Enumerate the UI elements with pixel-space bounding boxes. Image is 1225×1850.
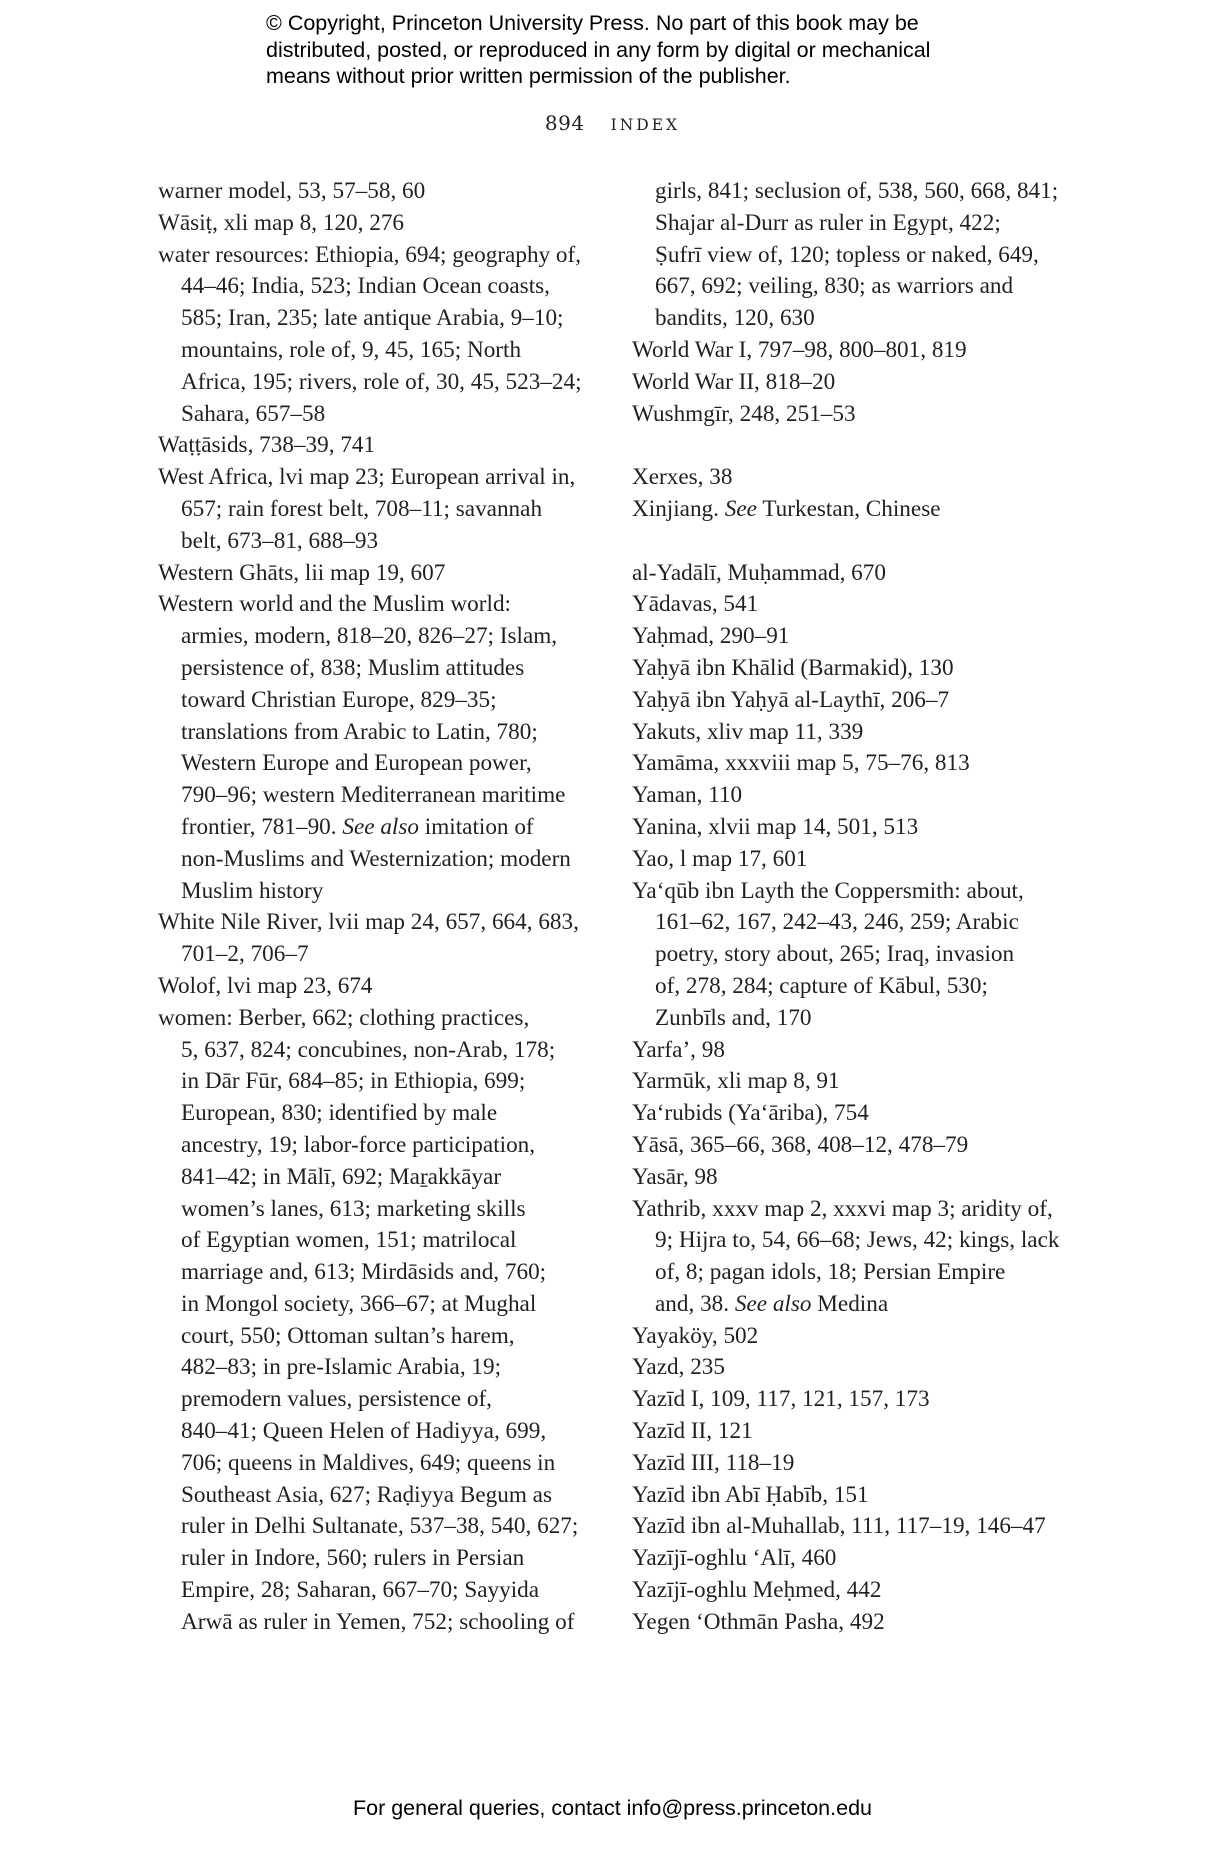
copyright-line: distributed, posted, or reproduced in any form by digital or mechanical [266, 37, 931, 62]
index-entry [632, 1607, 1072, 1639]
index-entry-heading: Yaman, 110 [632, 782, 743, 809]
running-head [0, 110, 1225, 138]
index-entry [632, 367, 1072, 399]
index-entry-line: Empire, 28; Saharan, 667–70; Sayyida [181, 1577, 540, 1604]
index-entry-heading: Yanina, xlvii map 14, 501, 513 [632, 813, 919, 840]
index-entry-line: mountains, role of, 9, 45, 165; North [181, 336, 522, 363]
index-entry-line: persistence of, 838; Muslim attitudes [181, 654, 525, 681]
index-entry-heading: Yaḥyā ibn Yaḥyā al-Laythī, 206–7 [632, 686, 950, 713]
index-entry [632, 1384, 1072, 1416]
index-entry-line: in Mongol society, 366–67; at Mughal [181, 1290, 537, 1317]
index-entry [632, 717, 1072, 749]
index-entry-line: in Dār Fūr, 684–85; in Ethiopia, 699; [181, 1068, 526, 1095]
index-entry [158, 589, 588, 907]
index-entry-heading: Yazījī-oghlu Meḥmed, 442 [632, 1577, 882, 1604]
index-entry [632, 1066, 1072, 1098]
index-entry [158, 176, 588, 208]
index-entry-line: armies, modern, 818–20, 826–27; Islam, [181, 623, 558, 650]
copyright-line: © Copyright, Princeton University Press. No part of this book may be [266, 11, 919, 35]
index-entry-heading: Yaḥmad, 290–91 [632, 623, 790, 650]
section-title: INDEX [610, 116, 681, 134]
index-entry-line: 585; Iran, 235; late antique Arabia, 9–10; [181, 305, 564, 332]
index-entry-heading: Ya‘qūb ibn Layth the Coppersmith: about, [632, 877, 1024, 904]
index-entry [632, 812, 1072, 844]
index-entry-heading: Wāsiṭ, xli map 8, 120, 276 [158, 209, 405, 236]
index-entry [158, 462, 588, 557]
index-entry-heading: warner model, 53, 57–58, 60 [158, 178, 426, 204]
index-entry [632, 1162, 1072, 1194]
index-entry-line: non-Muslims and Westernization; modern [181, 845, 571, 872]
index-entry [632, 335, 1072, 367]
index-group-w [632, 335, 1072, 430]
index-entry-line: 657; rain forest belt, 708–11; savannah [181, 495, 543, 522]
index-entry-heading: Waṭṭāsids, 738–39, 741 [158, 432, 376, 459]
index-entry [632, 748, 1072, 780]
index-entry-line: marriage and, 613; Mirdāsids and, 760; [181, 1259, 547, 1286]
index-entry-line: 706; queens in Maldives, 649; queens in [181, 1449, 556, 1476]
index-entry-line: Zunbīls and, 170 [655, 1004, 812, 1031]
index-entry-line: Sahara, 657–58 [181, 400, 326, 427]
index-entry [632, 399, 1072, 431]
index-entry-line: 161–62, 167, 242–43, 246, 259; Arabic [655, 909, 1019, 936]
index-entry [158, 558, 588, 590]
index-entry-heading: Yao, l map 17, 601 [632, 845, 808, 872]
index-entry-line: 667, 692; veiling, 830; as warriors and [655, 273, 1014, 300]
index-entry [158, 1003, 588, 1639]
index-entry [632, 1130, 1072, 1162]
index-entry-line: Shajar al-Durr as ruler in Egypt, 422; [655, 209, 1001, 236]
index-entry-line: 841–42; in Mālī, 692; Maṟakkāyar [181, 1163, 502, 1190]
index-entry-line: 5, 637, 824; concubines, non-Arab, 178; [181, 1036, 556, 1063]
index-entry-line: 840–41; Queen Helen of Hadiyya, 699, [181, 1418, 547, 1445]
index-entry-line: belt, 673–81, 688–93 [181, 527, 379, 554]
index-entry-heading: Yazīd II, 121 [632, 1418, 753, 1445]
index-entry-heading: al-Yadālī, Muḥammad, 670 [632, 559, 886, 586]
index-entry [632, 1194, 1072, 1321]
index-entry-heading: Ya‘rubids (Ya‘āriba), 754 [632, 1100, 869, 1127]
index-entry-line: European, 830; identified by male [181, 1100, 498, 1127]
index-entry-continuation [632, 176, 1072, 335]
index-entry-line: translations from Arabic to Latin, 780; [181, 718, 538, 745]
index-entry-heading: Yazīd ibn Abī Ḥabīb, 151 [632, 1481, 869, 1508]
index-entry-line: toward Christian Europe, 829–35; [181, 686, 497, 713]
index-entry [632, 876, 1072, 1035]
index-entry-heading: Wushmgīr, 248, 251–53 [632, 400, 856, 427]
index-entry-line: ruler in Delhi Sultanate, 537–38, 540, 627; [181, 1513, 579, 1540]
index-entry-heading: Yasār, 98 [632, 1163, 718, 1190]
index-entry-heading: Yakuts, xliv map 11, 339 [632, 718, 864, 745]
index-entry-heading: West Africa, lvi map 23; European arrival in, [158, 464, 576, 491]
index-entry-line: Western Europe and European power, [181, 750, 532, 777]
index-entry-line: Africa, 195; rivers, role of, 30, 45, 523–24; [181, 368, 582, 395]
index-column-left [158, 176, 588, 1639]
index-entry-line: bandits, 120, 630 [655, 305, 815, 332]
index-group-x [632, 462, 1072, 526]
index-entry-line: and, 38. See also Medina [655, 1290, 889, 1317]
index-entry-heading: Yādavas, 541 [632, 591, 759, 618]
index-entry-line: of Egyptian women, 151; matrilocal [181, 1227, 517, 1254]
index-entry-line: 482–83; in pre-Islamic Arabia, 19; [181, 1354, 502, 1381]
index-entry-heading: Yarfa’, 98 [632, 1036, 725, 1063]
index-entry [158, 208, 588, 240]
index-entry [158, 240, 588, 431]
index-entry [632, 494, 1072, 526]
index-entry-line: 790–96; western Mediterranean maritime [181, 782, 566, 809]
copyright-line: means without prior written permission of the publisher. [266, 64, 791, 88]
index-entry-heading: Yayaköy, 502 [632, 1322, 759, 1349]
index-entry-line: Arwā as ruler in Yemen, 752; schooling of [181, 1608, 575, 1635]
index-entry-heading: water resources: Ethiopia, 694; geography of, [158, 241, 582, 268]
index-entry [632, 1448, 1072, 1480]
index-entry [632, 589, 1072, 621]
letter-gap [632, 526, 1072, 558]
index-entry-line: ruler in Indore, 560; rulers in Persian [181, 1545, 525, 1572]
index-entry-line: 44–46; India, 523; Indian Ocean coasts, [181, 273, 550, 300]
index-entry [632, 462, 1072, 494]
index-entry-heading: Yazīd III, 118–19 [632, 1449, 795, 1476]
index-entry [632, 621, 1072, 653]
index-entry-line: 701–2, 706–7 [181, 941, 309, 968]
index-entry-heading: Western Ghāts, lii map 19, 607 [158, 559, 446, 586]
letter-gap [632, 430, 1072, 462]
index-entry-heading: Yazd, 235 [632, 1354, 725, 1381]
index-entry-line: premodern values, persistence of, [181, 1386, 492, 1413]
index-entry-line: court, 550; Ottoman sultan’s harem, [181, 1322, 515, 1349]
index-entry-line: Ṣufrī view of, 120; topless or naked, 649, [655, 241, 1039, 268]
index-entry [632, 1543, 1072, 1575]
index-entry [632, 685, 1072, 717]
index-entry-heading: Xerxes, 38 [632, 464, 733, 491]
index-entry-heading: Wolof, lvi map 23, 674 [158, 972, 373, 999]
index-column-right [632, 176, 1072, 1639]
index-entry [158, 907, 588, 971]
index-entry-heading: Yathrib, xxxv map 2, xxxvi map 3; aridity of, [632, 1195, 1053, 1222]
index-entry-heading: women: Berber, 662; clothing practices, [158, 1004, 530, 1031]
copyright-notice [266, 10, 1026, 90]
index-entry [632, 558, 1072, 590]
index-entry [632, 1098, 1072, 1130]
index-entry [632, 1480, 1072, 1512]
index-entry-heading: Yāsā, 365–66, 368, 408–12, 478–79 [632, 1131, 969, 1158]
index-entry-line: poetry, story about, 265; Iraq, invasion [655, 941, 1015, 968]
index-entry-line: girls, 841; seclusion of, 538, 560, 668, 841; [655, 178, 1059, 204]
index-entry-line: Southeast Asia, 627; Raḍiyya Begum as [181, 1481, 552, 1508]
index-entry-heading: Xinjiang. See Turkestan, Chinese [632, 495, 941, 522]
index-entry-heading: Yazīd ibn al-Muhallab, 111, 117–19, 146–47 [632, 1513, 1046, 1540]
page-number: 894 [544, 111, 585, 135]
index-entry-heading: Yamāma, xxxviii map 5, 75–76, 813 [632, 750, 970, 777]
index-entry-line: of, 8; pagan idols, 18; Persian Empire [655, 1259, 1006, 1286]
index-entry-line: Muslim history [181, 877, 324, 904]
index-entry [632, 1352, 1072, 1384]
index-entry [632, 844, 1072, 876]
index-group-y [632, 558, 1072, 1639]
index-entry-heading: World War I, 797–98, 800–801, 819 [632, 336, 967, 363]
index-entry [632, 1575, 1072, 1607]
index-entry-heading: Yarmūk, xli map 8, 91 [632, 1068, 840, 1095]
index-entry-heading: Yazījī-oghlu ‘Alī, 460 [632, 1545, 837, 1572]
index-entry-line: frontier, 781–90. See also imitation of [181, 813, 534, 840]
index-entry-heading: Yazīd I, 109, 117, 121, 157, 173 [632, 1386, 930, 1413]
index-entry-line: of, 278, 284; capture of Kābul, 530; [655, 972, 988, 999]
index-entry [158, 430, 588, 462]
index-entry [632, 780, 1072, 812]
index-entry-line: ancestry, 19; labor-force participation, [181, 1131, 536, 1158]
index-entry [632, 1035, 1072, 1067]
index-entry-heading: Yegen ‘Othmān Pasha, 492 [632, 1608, 885, 1635]
index-entry [632, 1321, 1072, 1353]
index-entry-heading: White Nile River, lvii map 24, 657, 664, 683, [158, 909, 579, 936]
index-entry-line: 9; Hijra to, 54, 66–68; Jews, 42; kings, lack [655, 1227, 1060, 1254]
index-entry-heading: Western world and the Muslim world: [158, 591, 511, 618]
index-entry-heading: World War II, 818–20 [632, 368, 836, 395]
index-entry [632, 1416, 1072, 1448]
footer-contact: For general queries, contact info@press.princeton.edu [352, 1796, 872, 1820]
index-entry-line: women’s lanes, 613; marketing skills [181, 1195, 526, 1222]
index-entry-heading: Yaḥyā ibn Khālid (Barmakid), 130 [632, 654, 954, 681]
index-entry [632, 653, 1072, 685]
index-entry [158, 971, 588, 1003]
index-entry [632, 1511, 1072, 1543]
